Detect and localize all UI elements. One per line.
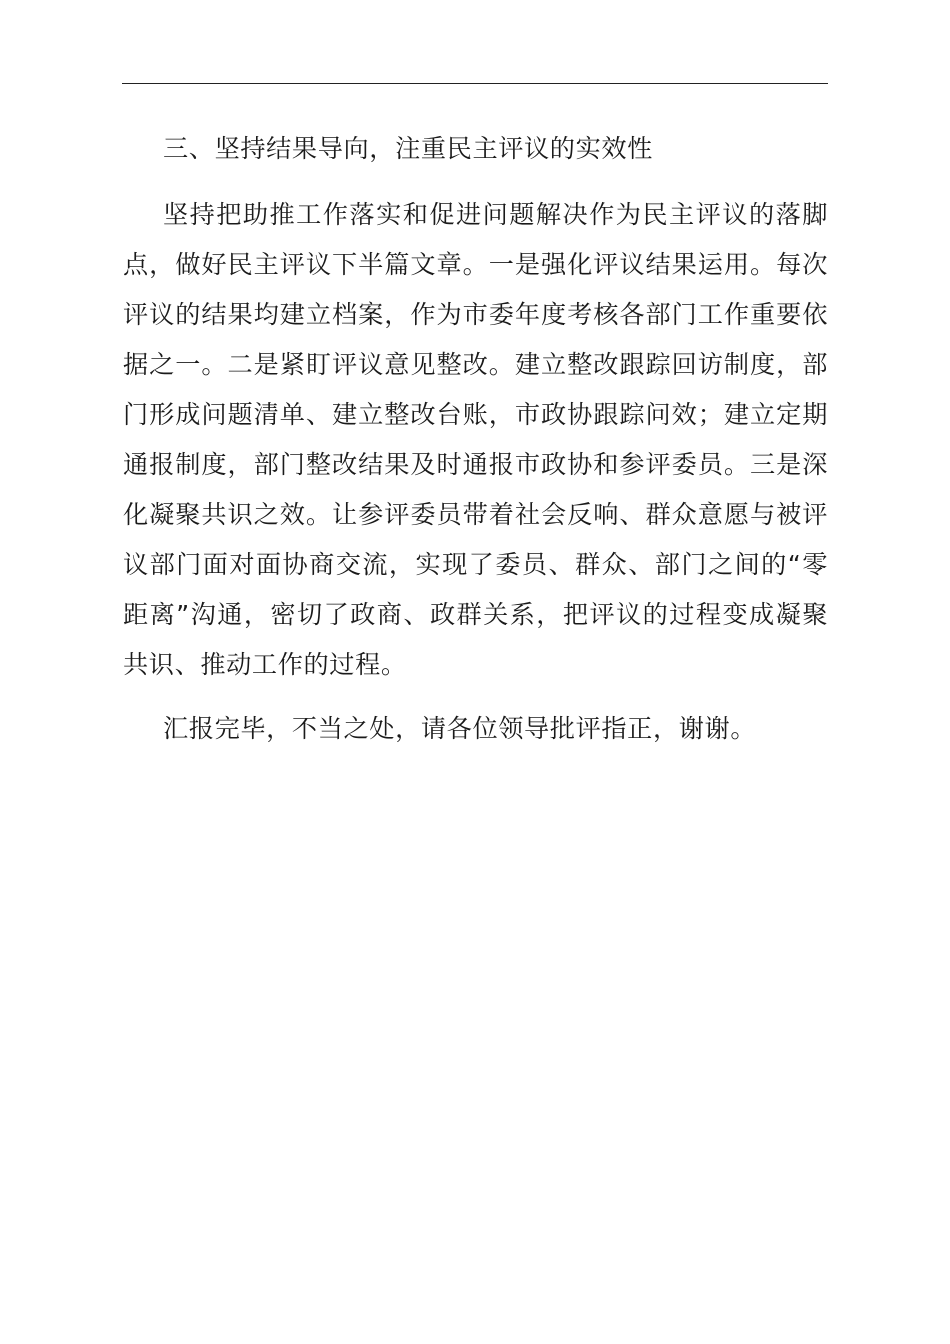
- body-paragraph: 坚持把助推工作落实和促进问题解决作为民主评议的落脚点，做好民主评议下半篇文章。一是强化评议结果运用。每次评议的结果均建立档案，作为市委年度考核各部门工作重要依据之一。二是紧盯评议意见整改。建立整改跟踪回访制度，部门形成问题清单、建立整改台账，市政协跟踪问效；建立定期通报制度，部门整改结果及时通报市政协和参评委员。三是深化凝聚共识之效。让参评委员带着社会反响、群众意愿与被评议部门面对面协商交流，实现了委员、群众、部门之间的“零距离”沟通，密切了政商、政群关系，把评议的过程变成凝聚共识、推动工作的过程。: [123, 200, 828, 679]
- closing-paragraph: 汇报完毕，不当之处，请各位领导批评指正，谢谢。: [163, 714, 757, 743]
- section-heading: 三、坚持结果导向，注重民主评议的实效性: [163, 134, 653, 163]
- header-divider: [122, 83, 828, 84]
